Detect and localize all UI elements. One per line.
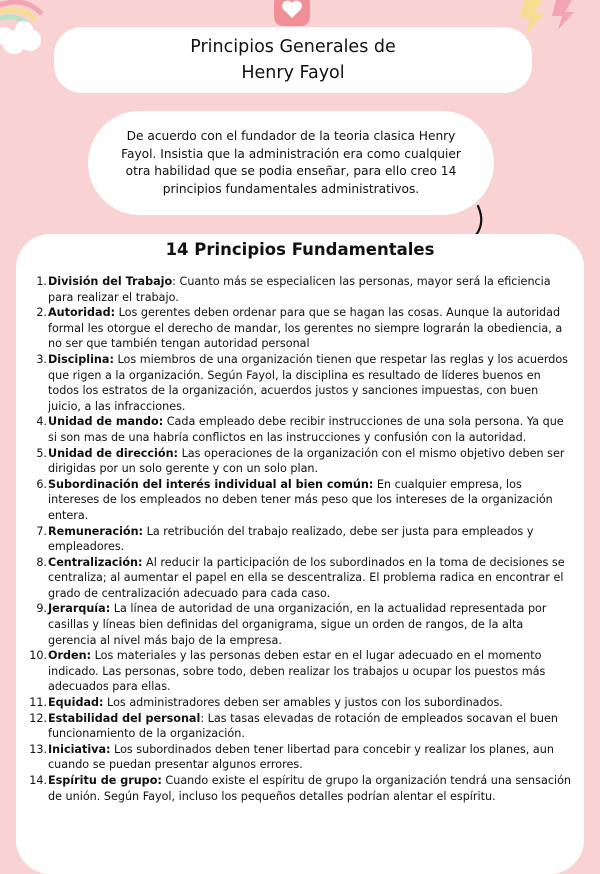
principle-number: 1. [36,275,47,288]
principle-term: Remuneración: [48,524,144,538]
principle-number: 13. [29,742,47,756]
principle-number: 4. [36,415,47,429]
principle-term: Espíritu de grupo: [48,774,162,787]
principle-term: Equidad: [48,696,104,710]
principle-body [48,601,572,648]
principle-item [24,274,572,305]
rainbow-cloud-decoration [0,0,54,60]
principle-body [48,446,572,477]
principle-item [24,446,572,477]
principle-description: Las operaciones de la organización con el mismo objetivo deben ser dirigidas por un solo gerente y con un solo plan. [48,446,565,476]
principle-term: Unidad de mando: [48,415,164,429]
principle-description: La línea de autoridad de una organización, en la actualidad representada por casillas y líneas bien definidas del organigrama, sigue un orden de rangos, de la alta gerencia al nivel más bajo de la empresa. [48,602,547,647]
principle-item [24,648,572,695]
principle-description: Cuando existe el espíritu de grupo la organización tendrá una sensación de unión. Según Fayol, incluso los pequeños detalles podrían alentar el espíritu. [48,774,572,803]
principle-description: Las tasas elevadas de rotación de empleados socavan el buen funcionamiento de la organización. [48,711,558,741]
principle-number: 3. [36,352,47,366]
page-title-line1: Principios Generales de [190,37,396,57]
principle-body [48,274,572,305]
principle-body [48,414,572,445]
principle-body [48,555,572,602]
principle-term: Unidad de dirección: [48,446,179,460]
principle-item [24,414,572,445]
principle-body [48,524,572,555]
principle-description: Los miembros de una organización tienen que respetar las reglas y los acuerdos que rigen a la organización. Según Fayol, la disciplina es resultado de líderes buenos en todos los estratos de la organización, acuerdos justos y sanciones impuestas, con buen juicio, a las infracciones. [48,352,569,413]
principle-separator: : [172,275,176,288]
principle-item [24,742,572,773]
principle-description: La retribución del trabajo realizado, debe ser justa para empleados y empleadores. [48,524,534,554]
principle-number: 10. [29,649,47,663]
principle-term: División del Trabajo [48,275,173,288]
principle-number: 6. [36,477,47,491]
principle-description: En cualquier empresa, los intereses de los empleados no deben tener más peso que los intereses de la organización entera. [48,477,553,522]
principle-item [24,555,572,602]
principle-term: Disciplina: [48,352,114,366]
principle-number: 9. [36,602,47,616]
principle-item [24,711,572,742]
principle-body [48,648,572,695]
principle-body [48,711,572,742]
principle-number: 7. [36,524,47,538]
principle-term: Centralización: [48,555,143,569]
principle-description: Al reducir la participación de los subordinados en la toma de decisiones se centraliza; al aumentar el papel en ella se descentraliza. El problema radica en encontrar el grado de centralización adecuado para cada caso. [48,555,565,600]
principle-term: Iniciativa: [48,742,111,756]
lightning-decoration-icon [512,0,600,40]
heart-badge-icon [272,0,312,30]
title-card [54,27,532,93]
principle-body [48,477,572,524]
principle-body [48,305,572,352]
principle-separator: : [200,711,205,725]
principle-term: Orden: [48,649,92,663]
principle-description: Cada empleado debe recibir instrucciones de una sola persona. Ya que si son mas de una habría conflictos en las instrucciones y confusión con la autoridad. [48,415,564,444]
principle-body [48,352,572,414]
principle-body [48,773,572,804]
principle-item [24,352,572,414]
principle-number: 12. [29,711,47,725]
principle-description: Los subordinados deben tener libertad para concebir y realizar los planes, aun cuando se puedan presentar algunos errores. [48,742,554,772]
principle-body [48,742,572,773]
principle-number: 5. [36,446,47,460]
principle-term: Autoridad: [48,306,116,320]
principle-item [24,524,572,555]
principle-term: Estabilidad del personal [48,711,201,725]
principle-number: 14. [29,774,47,787]
principle-item [24,477,572,524]
section-title: 14 Principios Fundamentales [165,240,435,259]
principle-item [24,695,572,711]
principle-number: 2. [36,306,47,320]
principle-description: Los administradores deben ser amables y justos con los subordinados. [103,696,503,710]
principle-body [48,695,572,711]
page-title-line2: Henry Fayol [241,63,345,83]
principle-item [24,601,572,648]
intro-text: De acuerdo con el fundador de la teoria clasica Henry Fayol. Insistia que la administración era como cualquier otra habilidad que se podia enseñar, para ello creo 14 principios fundamentales administrativos. [121,129,461,196]
principles-list [24,274,572,804]
principle-description: Los materiales y las personas deben estar en el lugar adecuado en el momento indicado. Las personas, sobre todo, deben realizar los trabajos u ocupar los puestos más adecuados para ellas. [48,649,546,694]
principle-item [24,773,572,804]
principle-description: Los gerentes deben ordenar para que se hagan las cosas. Aunque la autoridad formal les otorgue el derecho de mandar, los gerentes no siempre lograrán la obediencia, a no ser que también tengan autoridad personal [48,306,563,351]
principle-number: 8. [36,555,47,569]
principle-description: Cuanto más se especialicen las personas, mayor será la eficiencia para realizar el trabajo. [48,275,551,304]
principle-term: Subordinación del interés individual al bien común: [48,477,374,491]
principle-number: 11. [29,696,47,710]
principle-term: Jerarquía: [48,602,111,616]
principle-item [24,305,572,352]
intro-bubble [88,111,494,215]
